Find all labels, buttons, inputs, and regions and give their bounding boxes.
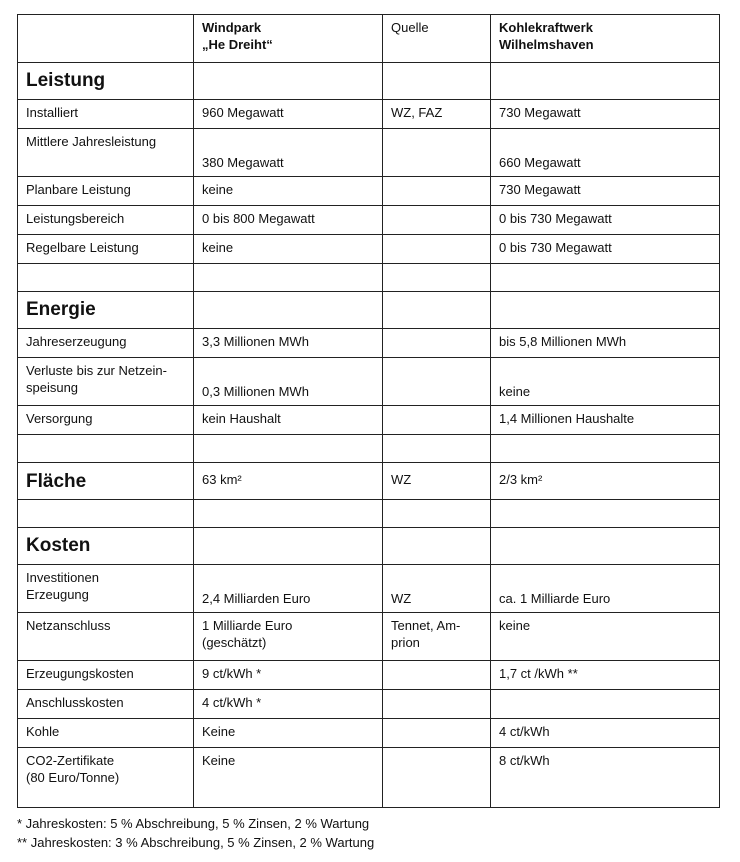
row-label: Verluste bis zur Netzein- speisung (18, 358, 194, 406)
coal-value: ca. 1 Milliarde Euro (491, 565, 720, 613)
source-value (383, 206, 491, 235)
row-label: Leistungsbereich (18, 206, 194, 235)
coal-value: 4 ct/kWh (491, 719, 720, 748)
row-label: Versorgung (18, 406, 194, 435)
section-title: Fläche (18, 463, 194, 500)
coal-value: keine (491, 613, 720, 661)
coal-value: 1,4 Millionen Haushalte (491, 406, 720, 435)
table-row (18, 129, 720, 177)
table-row (18, 748, 720, 808)
row-label: CO2-Zertifikate (80 Euro/Tonne) (18, 748, 194, 808)
footnote: ** Jahreskosten: 3 % Abschreibung, 5 % Zinsen, 2 % Wartung (17, 835, 375, 850)
coal-value: 1,7 ct /kWh ** (491, 661, 720, 690)
row-label: Investitionen Erzeugung (18, 565, 194, 613)
table-row (18, 406, 720, 435)
wind-value: 63 km² (194, 463, 383, 500)
header-empty-cell (18, 15, 194, 63)
wind-value: 960 Megawatt (194, 100, 383, 129)
footnotes (17, 814, 374, 852)
header-row (18, 15, 720, 63)
table-row (18, 719, 720, 748)
spacer-row (18, 264, 720, 292)
section-title: Leistung (18, 63, 194, 100)
table-row (18, 100, 720, 129)
table-row (18, 329, 720, 358)
section-title: Kosten (18, 528, 194, 565)
row-label: Planbare Leistung (18, 177, 194, 206)
source-value (383, 129, 491, 177)
source-value (383, 358, 491, 406)
table-row (18, 206, 720, 235)
row-label: Regelbare Leistung (18, 235, 194, 264)
table-row (18, 358, 720, 406)
table-row (18, 613, 720, 661)
wind-value: Keine (194, 719, 383, 748)
row-label: Erzeugungskosten (18, 661, 194, 690)
row-label: Kohle (18, 719, 194, 748)
section-flaeche (18, 463, 720, 500)
table-row (18, 565, 720, 613)
source-value (383, 177, 491, 206)
section-title: Energie (18, 292, 194, 329)
wind-value: keine (194, 177, 383, 206)
coal-value (491, 690, 720, 719)
row-label: Installiert (18, 100, 194, 129)
section-energie (18, 292, 720, 329)
wind-value: 380 Megawatt (194, 129, 383, 177)
source-value: Tennet, Am- prion (383, 613, 491, 661)
wind-value: 0 bis 800 Megawatt (194, 206, 383, 235)
row-label: Jahreserzeugung (18, 329, 194, 358)
source-value (383, 748, 491, 808)
wind-value: Keine (194, 748, 383, 808)
table-row (18, 235, 720, 264)
source-value: WZ (383, 463, 491, 500)
coal-value: 730 Megawatt (491, 100, 720, 129)
wind-value: 3,3 Millionen MWh (194, 329, 383, 358)
table-row (18, 661, 720, 690)
row-label: Mittlere Jahresleistung (18, 129, 194, 177)
header-windpark: Windpark „He Dreiht“ (194, 15, 383, 63)
source-value (383, 661, 491, 690)
coal-value: 2/3 km² (491, 463, 720, 500)
row-label: Anschlusskosten (18, 690, 194, 719)
table-row (18, 690, 720, 719)
wind-value: 2,4 Milliarden Euro (194, 565, 383, 613)
row-label: Netzanschluss (18, 613, 194, 661)
section-leistung (18, 63, 720, 100)
source-value (383, 329, 491, 358)
spacer-row (18, 500, 720, 528)
source-value: WZ (383, 565, 491, 613)
coal-value: bis 5,8 Millionen MWh (491, 329, 720, 358)
wind-value: 0,3 Millionen MWh (194, 358, 383, 406)
source-value: WZ, FAZ (383, 100, 491, 129)
wind-value: 1 Milliarde Euro (geschätzt) (194, 613, 383, 661)
wind-value: keine (194, 235, 383, 264)
coal-value: 0 bis 730 Megawatt (491, 235, 720, 264)
wind-value: kein Haushalt (194, 406, 383, 435)
coal-value: keine (491, 358, 720, 406)
coal-value: 660 Megawatt (491, 129, 720, 177)
coal-value: 8 ct/kWh (491, 748, 720, 808)
source-value (383, 719, 491, 748)
wind-value: 9 ct/kWh * (194, 661, 383, 690)
source-value (383, 406, 491, 435)
source-value (383, 235, 491, 264)
comparison-table (17, 14, 720, 808)
header-quelle: Quelle (383, 15, 491, 63)
spacer-row (18, 435, 720, 463)
wind-value: 4 ct/kWh * (194, 690, 383, 719)
table-row (18, 177, 720, 206)
coal-value: 730 Megawatt (491, 177, 720, 206)
coal-value: 0 bis 730 Megawatt (491, 206, 720, 235)
section-kosten (18, 528, 720, 565)
footnote: * Jahreskosten: 5 % Abschreibung, 5 % Zinsen, 2 % Wartung (17, 816, 370, 831)
header-kohlekraftwerk: Kohlekraftwerk Wilhelmshaven (491, 15, 720, 63)
source-value (383, 690, 491, 719)
